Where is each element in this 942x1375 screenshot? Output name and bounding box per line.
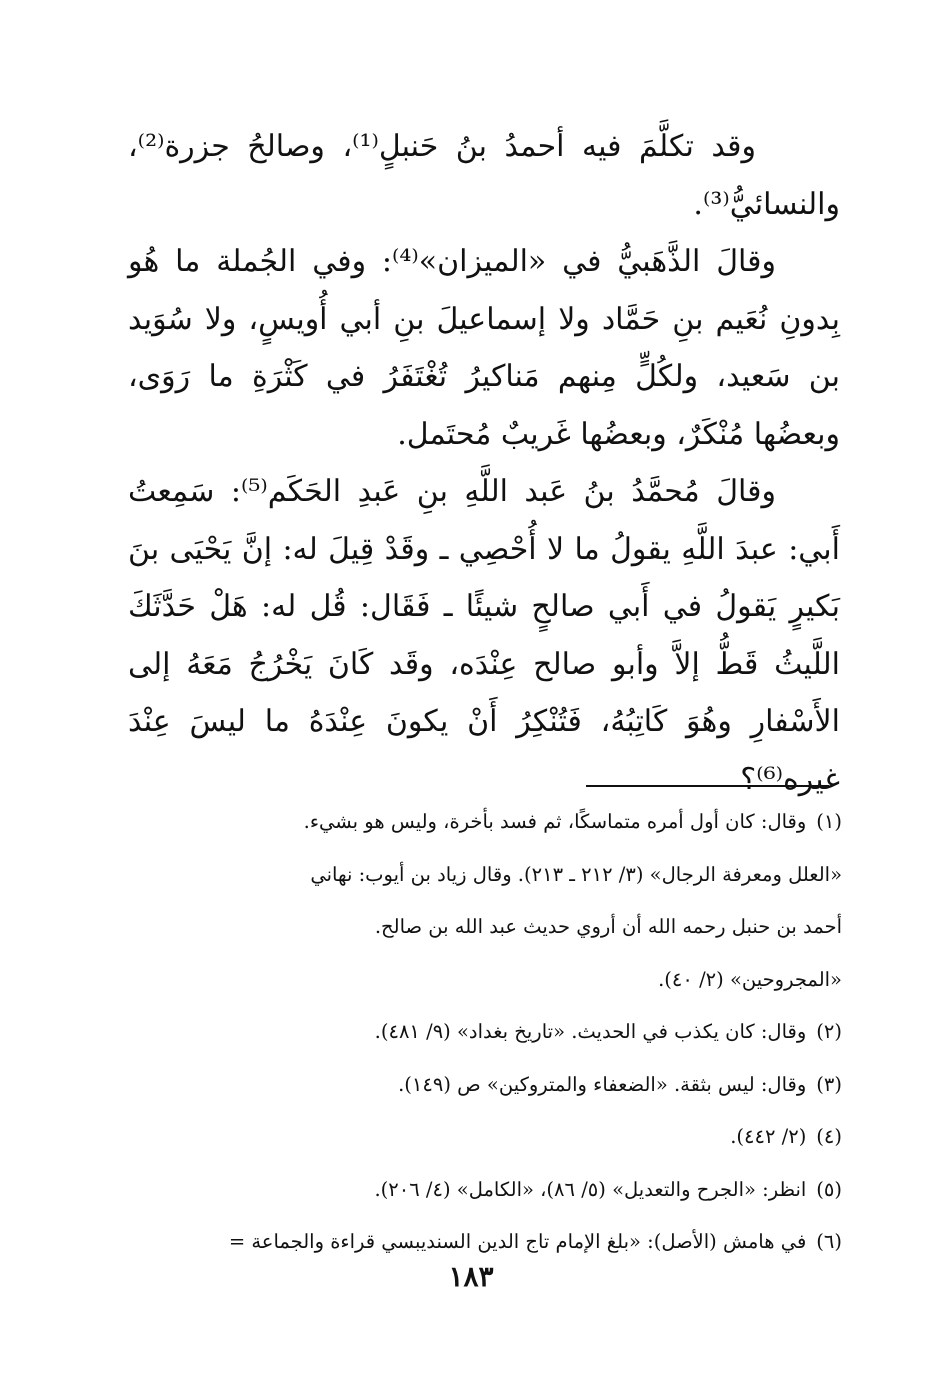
- footnote-1-line-4: «المجروحين» (٢/ ٤٠).: [658, 967, 842, 991]
- footnote-text: وقال: ليس بثقة. «الضعفاء والمتروكين» ص (١٤٩).: [398, 1072, 807, 1096]
- footnote-2: [130, 1006, 842, 1059]
- footnote-text: وقال: كان يكذب في الحديث. «تاريخ بغداد» (٩/ ٤٨١).: [374, 1020, 807, 1043]
- main-text: [128, 118, 840, 808]
- footnote-number: (٤): [816, 1125, 842, 1148]
- page-number: ١٨٣: [448, 1260, 494, 1293]
- footnote-4: [130, 1111, 842, 1164]
- footnote-text: وقال: كان أول أمره متماسكًا، ثم فسد بأخرة، وليس هو بشيء.: [303, 810, 807, 833]
- footnote-text: (٢/ ٤٤٢).: [730, 1125, 807, 1148]
- footnote-text: انظر: «الجرح والتعديل» (٥/ ٨٦)، «الكامل» (٤/ ٢٠٦).: [374, 1177, 807, 1201]
- footnote-1-line-2: «العلل ومعرفة الرجال» (٣/ ٢١٢ ـ ٢١٣). وقال زياد بن أيوب: نهاني: [310, 862, 842, 886]
- footnote-number: (٣): [816, 1072, 842, 1096]
- footnote-number: (٢): [816, 1020, 842, 1043]
- footnote-number: (٦): [816, 1230, 842, 1253]
- paragraph-3: وقالَ مُحمَّدُ بنُ عَبد اللَّهِ بنِ عَبدِ الحَكَم⁽⁵⁾: سَمِعتُ أَبي: عبدَ اللَّهِ يقولُ ما لا أُحْصِي ـ وقَدْ قِيلَ له: إنَّ يَحْيَى بنَ بَكيرٍ يَقولُ في أَبي صالحٍ شيئًا ـ فَقَال: قُل له: هَلْ حَدَّثَكَ اللَّيثُ قَطُّ إلاَّ وأبو صالح عِنْدَه، وقَد كَانَ يَخْرُجُ مَعَهُ إلى الأَسْفارِ وهُوَ كَاتِبُهُ، فَتُنْكِرُ أَنْ يكونَ عِنْدَهُ ما ليسَ عِنْدَ غيره⁽⁶⁾؟: [128, 474, 840, 797]
- footnote-text: في هامش (الأصل): «بلغ الإمام تاج الدين السنديبسي قراءة والجماعة =: [228, 1230, 807, 1253]
- footnote-1-line-3: أحمد بن حنبل رحمه الله أن أروي حديث عبد الله بن صالح.: [374, 915, 842, 938]
- paragraph-2: وقالَ الذَّهَبيُّ في «الميزان»⁽⁴⁾: وفي الجُملة ما هُو بِدونِ نُعَيم بنِ حَمَّاد ولا إسماعيلَ بنِ أبي أُويسٍ، ولا سُوَيد بن سَعيد، ولكُلٍّ مِنهم مَناكيرُ تُغْتَفَرُ في كَثْرَةِ ما رَوَى، وبعضُها مُنْكَرٌ، وبعضُها غَريبٌ مُحتَمل.: [128, 244, 840, 452]
- footnote-5: [130, 1164, 842, 1217]
- footnote-3: [130, 1059, 842, 1112]
- paragraph-1: وقد تكلَّمَ فيه أحمدُ بنُ حَنبلٍ⁽¹⁾، وصالحُ جزرة⁽²⁾، والنسائيُّ⁽³⁾.: [128, 129, 840, 222]
- footnote-1: [130, 796, 842, 849]
- footnote-number: (١): [816, 810, 842, 833]
- footnote-separator: [586, 785, 829, 787]
- footnotes: [130, 796, 842, 1269]
- footnote-number: (٥): [816, 1177, 842, 1201]
